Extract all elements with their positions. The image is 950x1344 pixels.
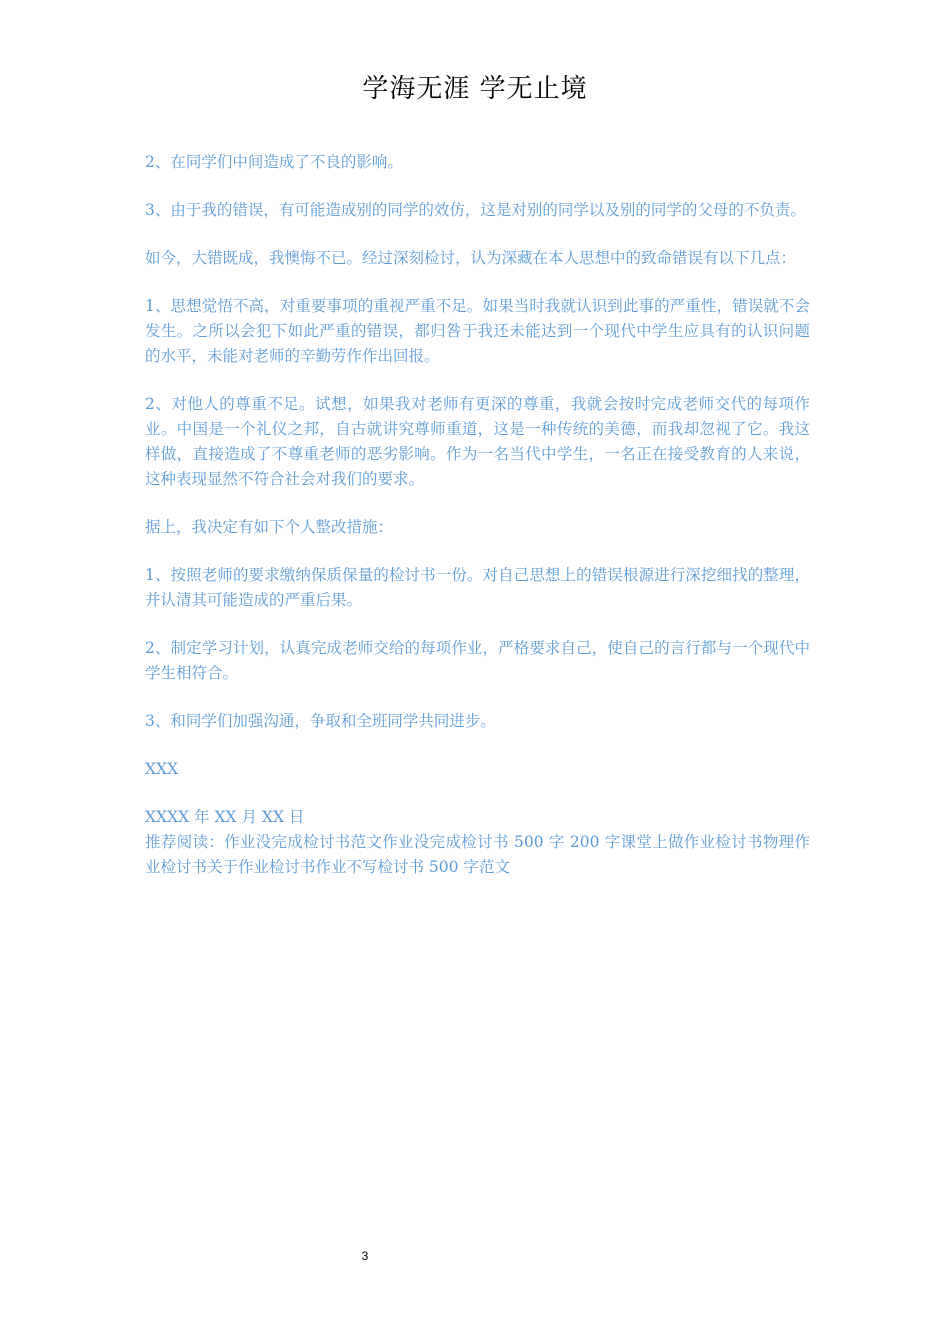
signature: XXX (145, 760, 179, 778)
paragraph: 1、思想觉悟不高，对重要事项的重视严重不足。如果当时我就认识到此事的严重性，错误就不会发生。之所以会犯下如此严重的错误，都归咎于我还未能达到一个现代中学生应具有的认识问题的水平，未能对老师的辛勤劳作作出回报。 (145, 297, 810, 365)
paragraph: 3、由于我的错误，有可能造成别的同学的效仿，这是对别的同学以及别的同学的父母的不负责。 (145, 201, 806, 219)
recommended-reading: 推荐阅读：作业没完成检讨书范文作业没完成检讨书 500 字 200 字课堂上做作业检讨书物理作业检讨书关于作业检讨书作业不写检讨书 500 字范文 (145, 833, 810, 876)
paragraph: 据上，我决定有如下个人整改措施： (145, 518, 394, 536)
page-header-title: 学海无涯 学无止境 (362, 74, 588, 104)
page-number: 3 (361, 1249, 369, 1263)
paragraph: 3、和同学们加强沟通，争取和全班同学共同进步。 (145, 712, 496, 730)
paragraph: 2、在同学们中间造成了不良的影响。 (145, 153, 403, 171)
paragraph: 2、制定学习计划，认真完成老师交给的每项作业，严格要求自己，使自己的言行都与一个现代中学生相符合。 (145, 639, 810, 682)
paragraph: 1、按照老师的要求缴纳保质保量的检讨书一份。对自己思想上的错误根源进行深挖细找的整理，并认清其可能造成的严重后果。 (145, 566, 810, 609)
document-body (145, 150, 810, 880)
paragraph: 2、对他人的尊重不足。试想，如果我对老师有更深的尊重，我就会按时完成老师交代的每项作业。中国是一个礼仪之邦，自古就讲究尊师重道，这是一种传统的美德，而我却忽视了它。我这样做，直接造成了不尊重老师的恶劣影响。作为一名当代中学生，一名正在接受教育的人来说，这种表现显然不符合社会对我们的要求。 (145, 395, 810, 488)
date-line: XXXX 年 XX 月 XX 日 (145, 808, 305, 826)
paragraph: 如今，大错既成，我懊悔不已。经过深刻检讨，认为深藏在本人思想中的致命错误有以下几点： (145, 249, 797, 267)
